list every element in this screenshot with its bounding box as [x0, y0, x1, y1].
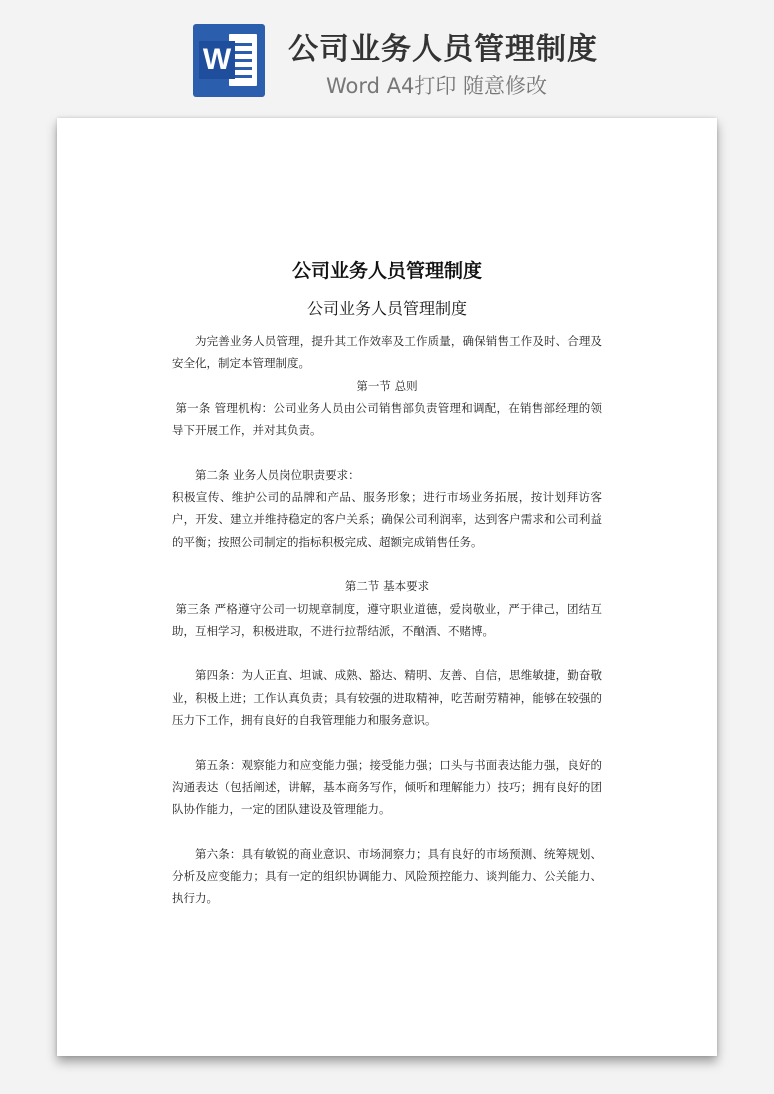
word-letter: W: [199, 41, 235, 79]
document-subtitle: 公司业务人员管理制度: [306, 299, 467, 318]
article-2-paragraph: 积极宣传、维护公司的品牌和产品、服务形象；进行市场业务拓展，按计划拜访客户，开发、建立并维持稳定的客户关系；确保公司利润率，达到客户需求和公司利益的平衡；按照公司制定的指标积极完成、超额完成销售任务。: [172, 490, 602, 549]
article-1-paragraph: 第一条 管理机构：公司业务人员由公司销售部负责管理和调配，在销售部经理的领导下开展工作，并对其负责。: [172, 400, 602, 438]
document-page: [57, 118, 717, 1056]
article-3-paragraph: 第三条 严格遵守公司一切规章制度，遵守职业道德，爱岗敬业，严于律己，团结互助，互相学习，积极进取，不进行拉帮结派，不酗酒、不赌博。: [172, 601, 602, 638]
article-6-paragraph: 第六条：具有敏锐的商业意识、市场洞察力；具有良好的市场预测、统筹规划、分析及应变能力；具有一定的组织协调能力、风险预控能力、谈判能力、公关能力、执行力。: [172, 846, 602, 906]
article-4-paragraph: 第四条：为人正直、坦诚、成熟、豁达、精明、友善、自信，思维敏捷，勤奋敬业，积极上进；工作认真负责；具有较强的进取精神，吃苦耐劳精神，能够在较强的压力下工作，拥有良好的自我管理能力和服务意识。: [172, 668, 602, 728]
article-2-heading: 第二条 业务人员岗位职责要求：: [195, 467, 360, 482]
header-subtitle: Word A4打印 随意修改: [326, 74, 548, 98]
header-title: 公司业务人员管理制度: [288, 32, 598, 67]
word-document-icon: [193, 24, 265, 97]
document-body: [172, 330, 602, 910]
document-title: 公司业务人员管理制度: [291, 260, 482, 282]
section-heading-1: 第一节 总则: [356, 378, 418, 393]
intro-paragraph: 为完善业务人员管理，提升其工作效率及工作质量，确保销售工作及时、合理及安全化，制定本管理制度。: [172, 334, 602, 371]
section-heading-2: 第二节 基本要求: [344, 579, 430, 594]
header-banner: [0, 0, 774, 110]
article-5-paragraph: 第五条：观察能力和应变能力强；接受能力强；口头与书面表达能力强，良好的沟通表达（包括阐述，讲解，基本商务写作，倾听和理解能力）技巧；拥有良好的团队协作能力，一定的团队建设及管理能力。: [172, 757, 602, 817]
